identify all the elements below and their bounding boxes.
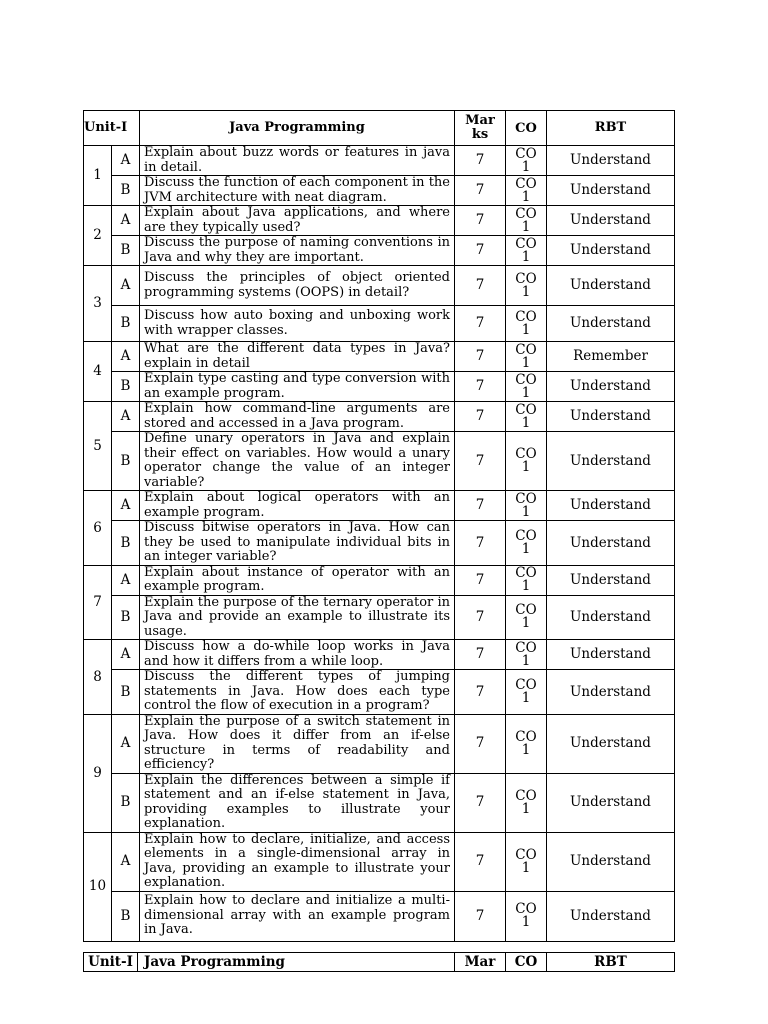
header-title: Java Programming	[138, 953, 455, 972]
question-co	[506, 491, 547, 521]
question-rbt: Understand	[547, 565, 675, 595]
question-rbt: Understand	[547, 595, 675, 640]
co-label: CO	[515, 446, 537, 462]
question-co	[506, 670, 547, 715]
question-text: Discuss bitwise operators in Java. How can they be used to manipulate individual bits in an integer variable?	[140, 521, 455, 566]
header-co: CO	[506, 953, 547, 972]
question-rbt: Understand	[547, 670, 675, 715]
question-text: Discuss the different types of jumping statements in Java. How does each type control the flow of execution in a program?	[140, 670, 455, 715]
question-rbt: Understand	[547, 372, 675, 402]
question-part: A	[112, 266, 140, 306]
co-number: 1	[521, 354, 531, 371]
question-part: A	[112, 402, 140, 432]
question-rbt: Remember	[547, 342, 675, 372]
question-text: Discuss the purpose of naming conventions in Java and why they are important.	[140, 236, 455, 266]
question-marks: 7	[455, 236, 506, 266]
question-marks: 7	[455, 640, 506, 670]
co-number: 1	[521, 914, 531, 930]
question-part: B	[112, 595, 140, 640]
question-part: B	[112, 236, 140, 266]
question-marks: 7	[455, 206, 506, 236]
question-co	[506, 595, 547, 640]
header-co: CO	[506, 111, 547, 146]
question-part: A	[112, 832, 140, 891]
co-label: CO	[515, 341, 537, 358]
question-number: 9	[84, 714, 112, 832]
co-label: CO	[515, 145, 537, 162]
question-rbt: Understand	[547, 206, 675, 236]
question-rbt: Understand	[547, 146, 675, 176]
question-row	[84, 773, 675, 832]
question-text: Define unary operators in Java and explain their effect on variables. How would a unary operator change the value of an integer variable?	[140, 432, 455, 491]
co-number: 1	[521, 503, 531, 520]
header-unit: Unit-I	[84, 953, 138, 972]
question-part: A	[112, 146, 140, 176]
question-row	[84, 176, 675, 206]
question-body	[84, 146, 675, 942]
co-number: 1	[521, 321, 531, 338]
co-label: CO	[515, 235, 537, 252]
co-number: 1	[521, 414, 531, 431]
question-part: B	[112, 670, 140, 715]
question-co	[506, 714, 547, 773]
question-rbt: Understand	[547, 491, 675, 521]
header-marks: Mar ks	[455, 111, 506, 146]
question-part: A	[112, 491, 140, 521]
question-text: Discuss how auto boxing and unboxing work with wrapper classes.	[140, 306, 455, 342]
question-part: A	[112, 714, 140, 773]
question-number: 2	[84, 206, 112, 266]
question-co	[506, 832, 547, 891]
question-text: Explain how to declare, initialize, and access elements in a single-dimensional array in Java, providing an example to illustrate your explanation.	[140, 832, 455, 891]
question-row	[84, 372, 675, 402]
question-co	[506, 640, 547, 670]
question-part: B	[112, 432, 140, 491]
question-number: 8	[84, 640, 112, 715]
co-number: 1	[521, 859, 531, 876]
question-row	[84, 206, 675, 236]
question-text: Explain about instance of operator with an example program.	[140, 565, 455, 595]
co-number: 1	[521, 248, 531, 265]
question-rbt: Understand	[547, 773, 675, 832]
question-marks: 7	[455, 595, 506, 640]
co-number: 1	[521, 158, 531, 175]
question-row	[84, 832, 675, 891]
question-part: A	[112, 640, 140, 670]
question-co	[506, 146, 547, 176]
co-number: 1	[521, 615, 531, 632]
co-number: 1	[521, 283, 531, 300]
header-rbt: RBT	[547, 111, 675, 146]
co-number: 1	[521, 689, 531, 706]
co-number: 1	[521, 578, 531, 594]
co-number: 1	[521, 741, 531, 758]
question-row	[84, 565, 675, 595]
question-text: Explain about buzz words or features in java in detail.	[140, 146, 455, 176]
co-label: CO	[515, 901, 537, 917]
co-label: CO	[515, 401, 537, 418]
question-co	[506, 565, 547, 595]
header-marks: Mar	[455, 953, 506, 972]
question-number: 5	[84, 402, 112, 491]
co-number: 1	[521, 800, 531, 817]
question-rbt: Understand	[547, 306, 675, 342]
question-number: 6	[84, 491, 112, 566]
question-row	[84, 521, 675, 566]
question-row	[84, 146, 675, 176]
question-part: A	[112, 565, 140, 595]
question-part: B	[112, 773, 140, 832]
question-co	[506, 773, 547, 832]
question-marks: 7	[455, 432, 506, 491]
question-text: Explain the purpose of the ternary operator in Java and provide an example to illustrate its usage.	[140, 595, 455, 640]
question-text: What are the different data types in Java? explain in detail	[140, 342, 455, 372]
question-marks: 7	[455, 521, 506, 566]
co-number: 1	[521, 188, 531, 205]
co-number: 1	[521, 459, 531, 475]
question-co	[506, 306, 547, 342]
co-number: 1	[521, 384, 531, 401]
co-label: CO	[515, 371, 537, 388]
question-part: B	[112, 372, 140, 402]
co-label: CO	[515, 205, 537, 222]
question-table	[83, 110, 675, 942]
question-row	[84, 342, 675, 372]
question-part: B	[112, 521, 140, 566]
co-label: CO	[515, 565, 537, 581]
question-rbt: Understand	[547, 432, 675, 491]
co-number: 1	[521, 540, 531, 557]
question-rbt: Understand	[547, 266, 675, 306]
question-part: B	[112, 306, 140, 342]
question-text: Explain how to declare and initialize a multi-dimensional array with an example program in Java.	[140, 891, 455, 941]
question-row	[84, 595, 675, 640]
question-co	[506, 432, 547, 491]
question-marks: 7	[455, 714, 506, 773]
question-text: Explain the differences between a simple if statement and an if-else statement in Java, providing examples to illustrate your explanation.	[140, 773, 455, 832]
question-text: Discuss the function of each component in the JVM architecture with neat diagram.	[140, 176, 455, 206]
question-text: Discuss the principles of object oriented programming systems (OOPS) in detail?	[140, 266, 455, 306]
question-marks: 7	[455, 670, 506, 715]
header-title: Java Programming	[140, 111, 455, 146]
question-number: 1	[84, 146, 112, 206]
question-rbt: Understand	[547, 640, 675, 670]
question-co	[506, 891, 547, 941]
question-co	[506, 372, 547, 402]
question-row	[84, 236, 675, 266]
question-row	[84, 491, 675, 521]
question-co	[506, 342, 547, 372]
question-number: 7	[84, 565, 112, 640]
co-label: CO	[515, 602, 537, 619]
question-text: Discuss how a do-while loop works in Java and how it differs from a while loop.	[140, 640, 455, 670]
question-co	[506, 176, 547, 206]
co-label: CO	[515, 270, 537, 287]
question-text: Explain type casting and type conversion with an example program.	[140, 372, 455, 402]
question-part: A	[112, 342, 140, 372]
question-number: 4	[84, 342, 112, 402]
question-rbt: Understand	[547, 832, 675, 891]
co-label: CO	[515, 639, 537, 656]
question-marks: 7	[455, 773, 506, 832]
question-rbt: Understand	[547, 714, 675, 773]
question-number: 3	[84, 266, 112, 342]
question-marks: 7	[455, 342, 506, 372]
question-text: Explain the purpose of a switch statement in Java. How does it differ from an if-else structure in terms of readability and efficiency?	[140, 714, 455, 773]
next-page-header-table	[83, 952, 675, 972]
co-label: CO	[515, 308, 537, 325]
table-header-row	[84, 111, 675, 146]
co-number: 1	[521, 652, 531, 669]
question-marks: 7	[455, 372, 506, 402]
question-number: 10	[84, 832, 112, 941]
question-marks: 7	[455, 306, 506, 342]
question-marks: 7	[455, 402, 506, 432]
question-row	[84, 432, 675, 491]
question-row	[84, 640, 675, 670]
question-rbt: Understand	[547, 236, 675, 266]
question-part: A	[112, 206, 140, 236]
question-text: Explain about Java applications, and where are they typically used?	[140, 206, 455, 236]
question-marks: 7	[455, 266, 506, 306]
co-label: CO	[515, 787, 537, 804]
question-co	[506, 402, 547, 432]
question-rbt: Understand	[547, 891, 675, 941]
question-rbt: Understand	[547, 402, 675, 432]
co-label: CO	[515, 846, 537, 863]
question-row	[84, 891, 675, 941]
table-header-row	[84, 953, 675, 972]
question-row	[84, 714, 675, 773]
question-marks: 7	[455, 565, 506, 595]
question-part: B	[112, 176, 140, 206]
question-marks: 7	[455, 176, 506, 206]
question-row	[84, 402, 675, 432]
question-row	[84, 670, 675, 715]
co-label: CO	[515, 175, 537, 192]
co-number: 1	[521, 218, 531, 235]
question-co	[506, 206, 547, 236]
co-label: CO	[515, 490, 537, 507]
question-co	[506, 236, 547, 266]
co-label: CO	[515, 728, 537, 745]
question-co	[506, 266, 547, 306]
question-marks: 7	[455, 832, 506, 891]
question-marks: 7	[455, 146, 506, 176]
co-label: CO	[515, 676, 537, 693]
header-unit: Unit-I	[84, 111, 140, 146]
co-label: CO	[515, 527, 537, 544]
question-text: Explain how command-line arguments are stored and accessed in a Java program.	[140, 402, 455, 432]
question-row	[84, 266, 675, 306]
question-marks: 7	[455, 491, 506, 521]
question-part: B	[112, 891, 140, 941]
question-text: Explain about logical operators with an example program.	[140, 491, 455, 521]
question-marks: 7	[455, 891, 506, 941]
question-co	[506, 521, 547, 566]
question-rbt: Understand	[547, 176, 675, 206]
question-row	[84, 306, 675, 342]
question-rbt: Understand	[547, 521, 675, 566]
header-rbt: RBT	[547, 953, 675, 972]
